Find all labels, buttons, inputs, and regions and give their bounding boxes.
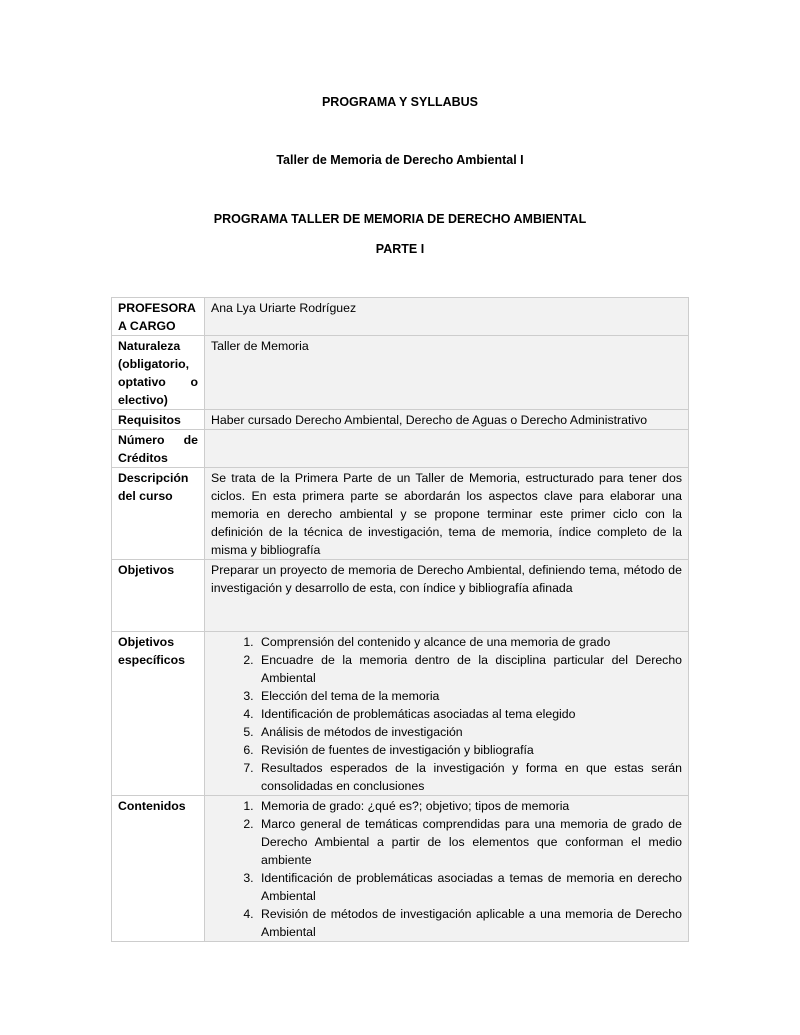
label-descripcion: Descripción del curso [112, 468, 205, 560]
value-contenidos [205, 796, 689, 942]
row-naturaleza [112, 336, 689, 410]
label-naturaleza: Naturaleza (obligatorio, optativo o electivo) [112, 336, 205, 410]
contenidos-list [211, 797, 682, 941]
list-item: 1. Memoria de grado: ¿qué es?; objetivo; tipos de memoria [257, 797, 682, 815]
part-title: PARTE I [375, 242, 425, 256]
row-descripcion [112, 468, 689, 560]
list-item: 3. Elección del tema de la memoria [257, 687, 682, 705]
value-naturaleza: Taller de Memoria [205, 336, 689, 410]
label-contenidos: Contenidos [112, 796, 205, 942]
objetivos-especificos-list [211, 633, 682, 795]
label-objetivos: Objetivos [112, 560, 205, 632]
row-requisitos [112, 410, 689, 430]
row-profesora [112, 298, 689, 336]
list-item: 2. Encuadre de la memoria dentro de la disciplina particular del Derecho Ambiental [257, 651, 682, 687]
list-item: 7. Resultados esperados de la investigación y forma en que estas serán consolidadas en conclusiones [257, 759, 682, 795]
list-item: 2. Marco general de temáticas comprendidas para una memoria de grado de Derecho Ambiental a partir de los elementos que conforman el medio ambiente [257, 815, 682, 869]
course-title: Taller de Memoria de Derecho Ambiental I [276, 153, 524, 167]
list-item: 3. Identificación de problemáticas asociadas a temas de memoria en derecho Ambiental [257, 869, 682, 905]
list-item: 6. Revisión de fuentes de investigación y bibliografía [257, 741, 682, 759]
value-requisitos: Haber cursado Derecho Ambiental, Derecho de Aguas o Derecho Administrativo [205, 410, 689, 430]
list-item: 5. Análisis de métodos de investigación [257, 723, 682, 741]
label-creditos: Número de Créditos [112, 430, 205, 468]
label-profesora: PROFESORA A CARGO [112, 298, 205, 336]
value-descripcion: Se trata de la Primera Parte de un Taller de Memoria, estructurado para tener dos ciclos. En esta primera parte se abordarán los aspectos clave para elaborar una memoria en derecho ambiental y se propone terminar este primer ciclo con la definición de la técnica de investigación, tema de memoria, índice completo de la misma y bibliografía [205, 468, 689, 560]
row-objetivos-especificos [112, 632, 689, 796]
row-creditos [112, 430, 689, 468]
list-item: 4. Revisión de métodos de investigación aplicable a una memoria de Derecho Ambiental [257, 905, 682, 941]
list-item: 1. Comprensión del contenido y alcance de una memoria de grado [257, 633, 682, 651]
document-title: PROGRAMA Y SYLLABUS [321, 95, 479, 109]
value-creditos [205, 430, 689, 468]
row-objetivos [112, 560, 689, 632]
value-objetivos-especificos [205, 632, 689, 796]
label-requisitos: Requisitos [112, 410, 205, 430]
syllabus-table [111, 297, 689, 942]
value-profesora: Ana Lya Uriarte Rodríguez [205, 298, 689, 336]
row-contenidos [112, 796, 689, 942]
program-title: PROGRAMA TALLER DE MEMORIA DE DERECHO AMBIENTAL [213, 212, 587, 226]
list-item: 4. Identificación de problemáticas asociadas al tema elegido [257, 705, 682, 723]
label-objetivos-especificos: Objetivos específicos [112, 632, 205, 796]
value-objetivos: Preparar un proyecto de memoria de Derecho Ambiental, definiendo tema, método de investigación y desarrollo de esta, con índice y bibliografía afinada [205, 560, 689, 632]
